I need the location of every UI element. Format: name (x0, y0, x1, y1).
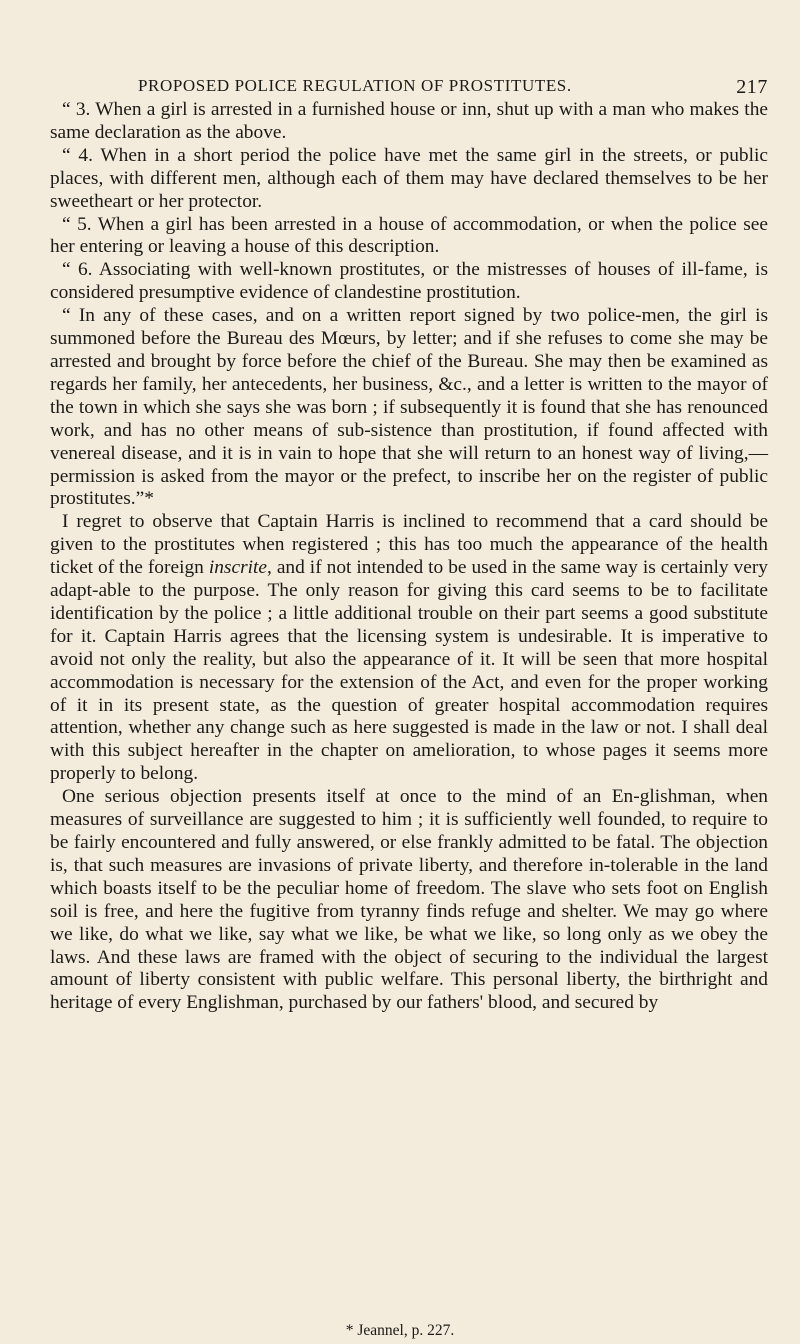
page-number: 217 (736, 76, 768, 98)
body-text (50, 99, 768, 1015)
paragraph-quoted-procedure: “ In any of these cases, and on a written report signed by two police-men, the girl is summoned before the Bureau des Mœurs, by letter; and if she refuses to come she may be arrested and brought by force before the chief of the Bureau. She may then be examined as regards her family, her antecedents, her business, &c., and a letter is written to the mayor of the town in which she says she was born ; if subsequently it is found that she has renounced work, and has no other means of sub-sistence than prostitution, if found affected with venereal disease, and it is in vain to hope that she will return to an honest way of living,— permission is asked from the mayor or the prefect, to inscribe her on the register of public prostitutes.”* (50, 305, 768, 510)
paragraph-card-recommendation: I regret to observe that Captain Harris is inclined to recommend that a card should be given to the prostitutes when registered ; this has too much the appearance of the health ticket of the foreign inscrite, and if not intended to be used in the same way is certainly very adapt-able to the purpose. The only reason for giving this card seems to be to facilitate identification by the police ; a little additional trouble on their part seems a good substitute for it. Captain Harris agrees that the licensing system is undesirable. It is imperative to avoid not only the reality, but also the appearance of it. It will be seen that more hospital accommodation is necessary for the extension of the Act, and even for the proper working of it in its present state, as the question of greater hospital accommodation requires attention, whether any change such as here suggested is made in the law or not. I shall deal with this subject hereafter in the chapter on amelioration, to whose pages it seems more properly to belong. (50, 511, 769, 785)
running-title: PROPOSED POLICE REGULATION OF PROSTITUTES. (138, 76, 572, 95)
paragraph-item-4: “ 4. When in a short period the police have met the same girl in the streets, or public places, with different men, although each of them may have declared themselves to be her sweetheart or her protector. (50, 144, 768, 212)
italic-term: inscrite (208, 557, 267, 579)
paragraph-item-5: “ 5. When a girl has been arrested in a house of accommodation, or when the police see her entering or leaving a house of this description. (50, 213, 768, 258)
paragraph-liberty-objection: One serious objection presents itself at once to the mind of an En-glishman, when measures of surveillance are suggested to him ; it is sufficiently well founded, to require to be fairly encountered and fully answered, or else frankly admitted to be fatal. The objection is, that such measures are invasions of private liberty, and therefore in-tolerable in the land which boasts itself to be the peculiar home of freedom. The slave who sets foot on English soil is free, and here the fugitive from tyranny finds refuge and shelter. We may go where we like, do what we like, say what we like, be what we like, so long only as we obey the laws. And these laws are framed with the object of securing to the individual the largest amount of liberty consistent with public welfare. This personal liberty, the birthright and heritage of every Englishman, purchased by our fathers' blood, and secured by (50, 786, 768, 1014)
footnote: * Jeannel, p. 227. (345, 1322, 455, 1339)
paragraph-item-3: “ 3. When a girl is arrested in a furnished house or inn, shut up with a man who makes the same declaration as the above. (50, 99, 768, 143)
running-head (138, 76, 768, 100)
paragraph-item-6: “ 6. Associating with well-known prostitutes, or the mistresses of houses of ill-fame, is considered presumptive evidence of clandestine prostitution. (50, 259, 768, 304)
